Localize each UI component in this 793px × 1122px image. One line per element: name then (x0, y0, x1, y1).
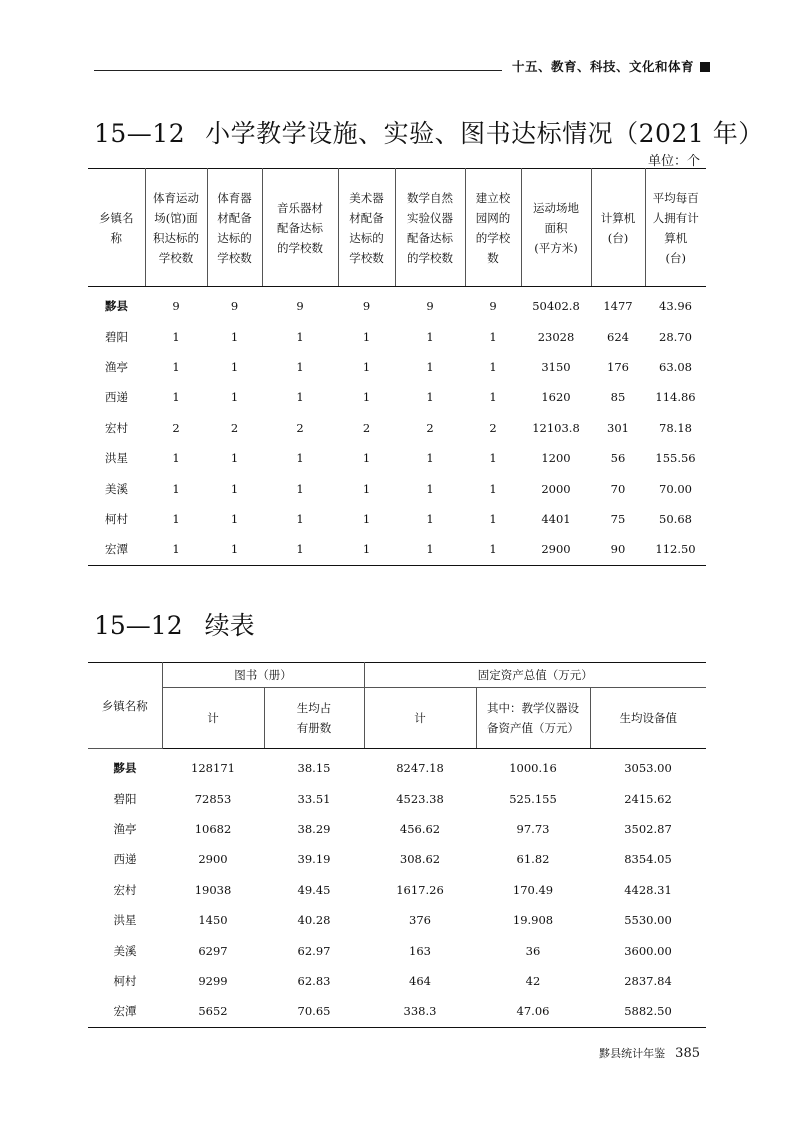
header-line: 人拥有计 (652, 210, 699, 225)
table1-unit: 单位：个 (647, 154, 700, 169)
value-cell: 338.3 (364, 996, 476, 1027)
value-cell: 1450 (198, 913, 228, 928)
value-cell: 2 (230, 420, 239, 435)
assets-group-header: 固定资产总值（万元） (364, 663, 706, 688)
table-row (88, 875, 706, 905)
header-line: 平均每百 (652, 190, 699, 205)
header-line: 美术器 (349, 190, 384, 205)
town-name-cell: 洪星 (113, 913, 137, 928)
value-cell: 1 (362, 481, 371, 496)
header-line: 学校数 (349, 250, 384, 265)
value-cell: 12103.8 (532, 420, 580, 435)
header-line: 达标的 (349, 230, 384, 245)
header-line: 计 (207, 711, 219, 725)
header-line: 运动场地 (533, 200, 579, 215)
chapter-heading (512, 57, 710, 75)
header-line: 体育器 (217, 190, 252, 205)
town-header: 乡镇名称 (88, 663, 162, 749)
column-header (145, 169, 207, 287)
value-cell: 4428.31 (624, 882, 672, 897)
value-cell: 42 (525, 973, 541, 988)
column-header (264, 688, 364, 749)
table-row (88, 749, 706, 784)
value-cell: 176 (607, 359, 629, 374)
value-cell: 1 (262, 534, 338, 565)
table1-header-row (88, 169, 706, 287)
column-header (364, 688, 476, 749)
table-row (88, 287, 706, 322)
value-cell: 1 (172, 481, 180, 496)
column-header (262, 169, 338, 287)
header-line: 材配备 (349, 210, 384, 225)
value-cell: 1620 (541, 390, 571, 405)
value-cell: 1 (489, 511, 497, 526)
header-line: 学校数 (217, 250, 252, 265)
value-cell: 1 (362, 359, 371, 374)
value-cell: 1 (172, 359, 180, 374)
value-cell: 525.155 (509, 791, 557, 806)
value-cell: 4401 (541, 511, 571, 526)
header-line: 计算机 (600, 210, 636, 225)
value-cell: 28.70 (659, 329, 692, 344)
value-cell: 70 (610, 481, 626, 496)
table-row (88, 844, 706, 874)
value-cell: 1 (426, 390, 434, 405)
value-cell: 63.08 (659, 359, 692, 374)
table2-title (94, 606, 255, 642)
value-cell: 1 (395, 534, 465, 565)
value-cell: 1 (362, 451, 371, 466)
header-line: 场(馆)面 (154, 210, 198, 225)
column-header (395, 169, 465, 287)
value-cell: 1 (426, 329, 434, 344)
value-cell: 90 (591, 534, 645, 565)
town-name-cell: 黟县 (105, 299, 128, 314)
value-cell: 1 (230, 451, 239, 466)
value-cell: 1 (172, 390, 180, 405)
value-cell: 1 (296, 481, 304, 496)
value-cell: 6297 (198, 943, 228, 958)
value-cell: 3502.87 (624, 821, 672, 836)
value-cell: 1 (296, 359, 304, 374)
town-name-cell: 西递 (105, 390, 128, 405)
header-line: 材配备 (217, 210, 252, 225)
books-group-header: 图书（册） (162, 663, 364, 688)
value-cell: 1 (489, 390, 497, 405)
value-cell: 1 (426, 359, 434, 374)
town-name-cell: 洪星 (105, 451, 128, 466)
table2-title-text: 续表 (204, 611, 255, 640)
value-cell: 38.15 (297, 761, 331, 776)
value-cell: 36 (525, 943, 541, 958)
value-cell: 2900 (521, 534, 591, 565)
value-cell: 1 (489, 451, 497, 466)
value-cell: 1 (296, 329, 304, 344)
value-cell: 1 (172, 451, 180, 466)
header-line: (平方米) (534, 240, 578, 255)
column-header (521, 169, 591, 287)
table-row (88, 321, 706, 351)
value-cell: 50.68 (659, 511, 692, 526)
header-line: 实验仪器 (407, 210, 453, 225)
value-cell: 1 (145, 534, 207, 565)
table-row (88, 966, 706, 996)
value-cell: 1 (230, 481, 239, 496)
column-header (162, 688, 264, 749)
value-cell: 1 (230, 329, 239, 344)
value-cell: 1 (426, 481, 434, 496)
value-cell: 47.06 (476, 996, 590, 1027)
value-cell: 3150 (541, 359, 571, 374)
value-cell: 70.00 (659, 481, 692, 496)
facilities-table (88, 168, 706, 566)
value-cell: 10682 (194, 821, 232, 836)
value-cell: 5530.00 (624, 913, 672, 928)
table-row (88, 352, 706, 382)
header-line: 体育运动 (153, 190, 199, 205)
town-name-cell: 美溪 (105, 481, 128, 496)
value-cell: 624 (607, 329, 629, 344)
header-line: 算机 (664, 230, 688, 245)
value-cell: 2000 (541, 481, 571, 496)
value-cell: 1 (296, 451, 304, 466)
header-line: 配备达标 (277, 220, 323, 235)
value-cell: 3053.00 (624, 761, 672, 776)
value-cell: 1 (426, 451, 434, 466)
value-cell: 19.908 (512, 913, 554, 928)
chapter-label: 十五、教育、科技、文化和体育 (512, 59, 695, 74)
header-line: 的学校 (475, 230, 511, 245)
value-cell: 1617.26 (396, 882, 444, 897)
value-cell: 70.65 (264, 996, 364, 1027)
header-line: 积达标的 (153, 230, 199, 245)
column-header (591, 169, 645, 287)
value-cell: 1 (489, 359, 497, 374)
header-line: 音乐器材 (277, 200, 323, 215)
yearbook-name: 黟县统计年鉴 (599, 1047, 666, 1060)
header-line: 达标的 (217, 230, 252, 245)
town-name-cell: 渔亭 (105, 359, 128, 374)
value-cell: 2 (362, 420, 371, 435)
value-cell: 1 (465, 534, 521, 565)
table-row (88, 783, 706, 813)
value-cell: 61.82 (516, 852, 550, 867)
page-number: 385 (675, 1046, 700, 1061)
table-row (88, 413, 706, 443)
value-cell: 2 (296, 420, 304, 435)
value-cell: 1000.16 (509, 761, 557, 776)
town-name-cell: 柯村 (105, 511, 128, 526)
value-cell: 4523.38 (396, 791, 444, 806)
value-cell: 128171 (191, 761, 235, 776)
town-name-cell: 宏村 (113, 882, 137, 897)
value-cell: 155.56 (655, 451, 696, 466)
value-cell: 97.73 (516, 821, 550, 836)
header-line: 数学自然 (407, 190, 453, 205)
value-cell: 50402.8 (532, 299, 580, 314)
header-line: 建立校 (475, 190, 511, 205)
town-name-cell: 渔亭 (113, 821, 137, 836)
value-cell: 1 (172, 329, 180, 344)
table-row (88, 504, 706, 534)
value-cell: 1 (230, 390, 239, 405)
column-header (476, 688, 590, 749)
header-line: 面积 (544, 220, 568, 235)
town-name-cell: 黟县 (113, 761, 137, 776)
value-cell: 1 (426, 511, 434, 526)
value-cell: 2 (172, 420, 180, 435)
header-line: 数 (487, 250, 499, 265)
header-line: (台) (607, 230, 629, 245)
town-name-cell: 柯村 (113, 973, 137, 988)
value-cell: 75 (610, 511, 626, 526)
town-name-cell: 宏潭 (88, 534, 145, 565)
value-cell: 2 (489, 420, 497, 435)
books-assets-table (88, 662, 706, 1028)
table1-title (94, 114, 764, 150)
value-cell: 1 (362, 329, 371, 344)
column-header (590, 688, 706, 749)
table2-number: 15—12 (94, 611, 183, 640)
column-header (465, 169, 521, 287)
header-line: (台) (665, 250, 686, 265)
value-cell: 376 (409, 913, 431, 928)
header-line: 其中：教学仪器设 (487, 701, 579, 715)
value-cell: 2 (426, 420, 434, 435)
value-cell: 2415.62 (624, 791, 672, 806)
header-line: 乡镇名 (99, 210, 134, 225)
value-cell: 3600.00 (624, 943, 672, 958)
value-cell: 5652 (162, 996, 264, 1027)
value-cell: 33.51 (297, 791, 331, 806)
value-cell: 1 (489, 329, 497, 344)
value-cell: 19038 (194, 882, 232, 897)
square-bullet-icon (700, 62, 710, 72)
header-line: 生均占 (296, 701, 332, 715)
value-cell: 163 (409, 943, 431, 958)
value-cell: 1 (230, 511, 239, 526)
value-cell: 2837.84 (624, 973, 672, 988)
value-cell: 9 (172, 299, 180, 314)
table1-number: 15—12 (94, 119, 186, 148)
value-cell: 308.62 (399, 852, 441, 867)
value-cell: 9 (426, 299, 434, 314)
header-line: 称 (110, 230, 122, 245)
value-cell: 464 (409, 973, 431, 988)
header-line: 备资产值（万元） (487, 721, 579, 735)
value-cell: 1 (296, 390, 304, 405)
header-line: 生均设备值 (619, 711, 677, 725)
header-line: 园网的 (475, 210, 511, 225)
value-cell: 5882.50 (590, 996, 706, 1027)
table-row (88, 473, 706, 503)
header-line: 计 (414, 711, 426, 725)
value-cell: 1477 (603, 299, 633, 314)
table-row (88, 814, 706, 844)
header-line: 的学校数 (277, 240, 323, 255)
value-cell: 1200 (541, 451, 571, 466)
header-line: 学校数 (158, 250, 194, 265)
header-line: 有册数 (296, 721, 332, 735)
value-cell: 1 (338, 534, 395, 565)
value-cell: 1 (172, 511, 180, 526)
header-line: 配备达标 (407, 230, 453, 245)
column-header (88, 169, 145, 287)
value-cell: 301 (607, 420, 629, 435)
table-row (88, 443, 706, 473)
value-cell: 49.45 (297, 882, 331, 897)
header-rule (94, 70, 502, 71)
value-cell: 62.97 (297, 943, 331, 958)
value-cell: 40.28 (297, 913, 331, 928)
town-name-cell: 西递 (113, 852, 137, 867)
value-cell: 1 (362, 390, 371, 405)
value-cell: 9 (230, 299, 239, 314)
town-name-cell: 宏村 (105, 420, 128, 435)
value-cell: 1 (489, 481, 497, 496)
value-cell: 38.29 (297, 821, 331, 836)
value-cell: 62.83 (297, 973, 331, 988)
value-cell: 1 (230, 359, 239, 374)
table-row (88, 935, 706, 965)
value-cell: 9 (362, 299, 371, 314)
value-cell: 56 (610, 451, 626, 466)
town-name-cell: 碧阳 (105, 329, 128, 344)
header-line: 的学校数 (407, 250, 453, 265)
column-header (207, 169, 262, 287)
value-cell: 9 (489, 299, 497, 314)
value-cell: 1 (296, 511, 304, 526)
town-name-cell: 宏潭 (88, 996, 162, 1027)
town-name-cell: 美溪 (113, 943, 137, 958)
table-row (88, 382, 706, 412)
town-name-cell: 碧阳 (113, 791, 137, 806)
column-header (338, 169, 395, 287)
table-row (88, 534, 706, 565)
value-cell: 72853 (194, 791, 232, 806)
value-cell: 39.19 (297, 852, 331, 867)
value-cell: 8354.05 (624, 852, 672, 867)
value-cell: 112.50 (645, 534, 706, 565)
value-cell: 1 (362, 511, 371, 526)
value-cell: 23028 (537, 329, 575, 344)
value-cell: 78.18 (659, 420, 692, 435)
table1-title-text: 小学教学设施、实验、图书达标情况（2021 年） (205, 119, 764, 148)
value-cell: 9299 (198, 973, 228, 988)
value-cell: 1 (207, 534, 262, 565)
value-cell: 85 (610, 390, 626, 405)
value-cell: 114.86 (655, 390, 696, 405)
value-cell: 2900 (198, 852, 228, 867)
page-footer (599, 1045, 700, 1061)
value-cell: 43.96 (659, 299, 692, 314)
column-header (645, 169, 706, 287)
value-cell: 456.62 (399, 821, 441, 836)
value-cell: 170.49 (512, 882, 554, 897)
table-row (88, 905, 706, 935)
value-cell: 9 (296, 299, 304, 314)
table-row (88, 996, 706, 1027)
value-cell: 8247.18 (396, 761, 444, 776)
